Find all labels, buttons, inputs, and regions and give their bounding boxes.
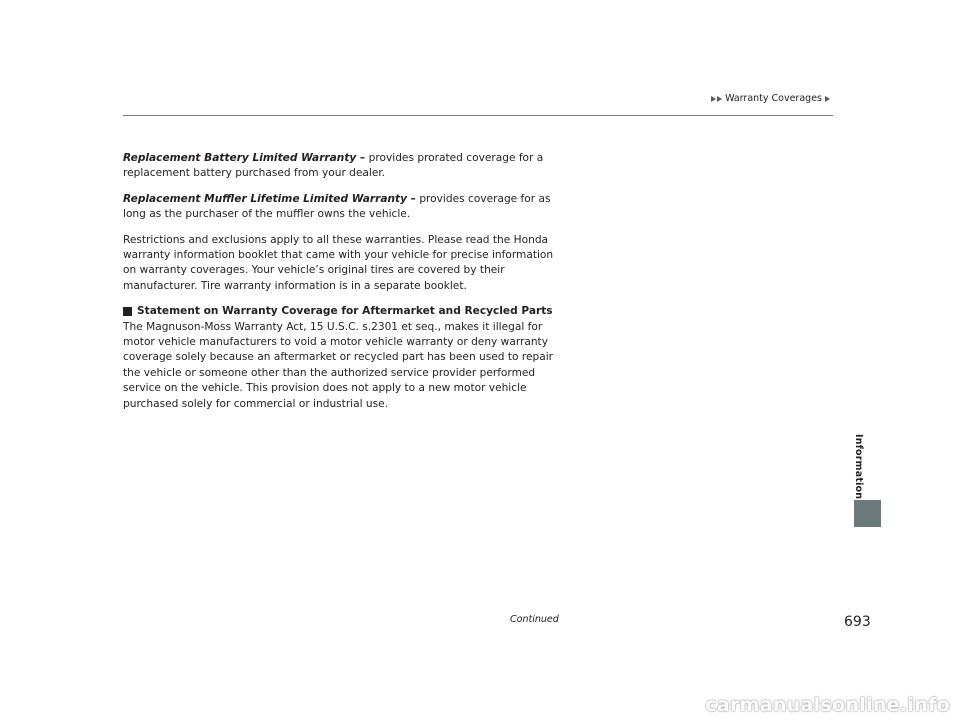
header-divider [123, 115, 833, 116]
battery-warranty-text: provides prorated coverage for a replacement battery purchased from your dealer. [123, 152, 544, 180]
breadcrumb-label[interactable]: Warranty Coverages [725, 93, 822, 104]
breadcrumb [711, 93, 830, 104]
statement-heading [123, 304, 563, 319]
restrictions-paragraph: Restrictions and exclusions apply to all these warranties. Please read the Honda warranty information booklet that came with your vehicle for precise information on warranty coverages. Your vehicle’s original tires are covered by their manufacturer. Tire warranty information is in a separate booklet. [123, 233, 554, 292]
breadcrumb-arrow-icon [717, 96, 722, 102]
muffler-warranty-paragraph [123, 192, 563, 223]
muffler-warranty-term: Replacement Muffler Lifetime Limited Warranty – [123, 192, 416, 205]
battery-warranty-paragraph [123, 151, 563, 182]
section-square-icon [123, 307, 132, 316]
breadcrumb-arrow-icon [711, 96, 716, 102]
continued-label: Continued [510, 614, 559, 625]
side-tab-label[interactable]: Information [853, 434, 864, 500]
statement-heading-text: Statement on Warranty Coverage for Aftermarket and Recycled Parts [137, 305, 553, 318]
battery-warranty-term: Replacement Battery Limited Warranty – [123, 152, 366, 164]
page-number: 693 [844, 614, 871, 630]
watermark: carmanualsonline.info [705, 694, 950, 716]
side-tab-marker[interactable] [854, 500, 881, 527]
statement-body: The Magnuson-Moss Warranty Act, 15 U.S.C. s.2301 et seq., makes it illegal for motor vehicle manufacturers to void a motor vehicle warranty or deny warranty coverage solely because an aftermarket or recycled part has been used to repair the vehicle or someone other than the authorized service provider performed service on the vehicle. This provision does not apply to a new motor vehicle purchased solely for commercial or industrial use. [123, 320, 554, 410]
page-content [123, 151, 563, 422]
breadcrumb-arrow-icon [825, 96, 830, 102]
muffler-warranty-text: provides coverage for as long as the purchaser of the muffler owns the vehicle. [123, 192, 551, 221]
